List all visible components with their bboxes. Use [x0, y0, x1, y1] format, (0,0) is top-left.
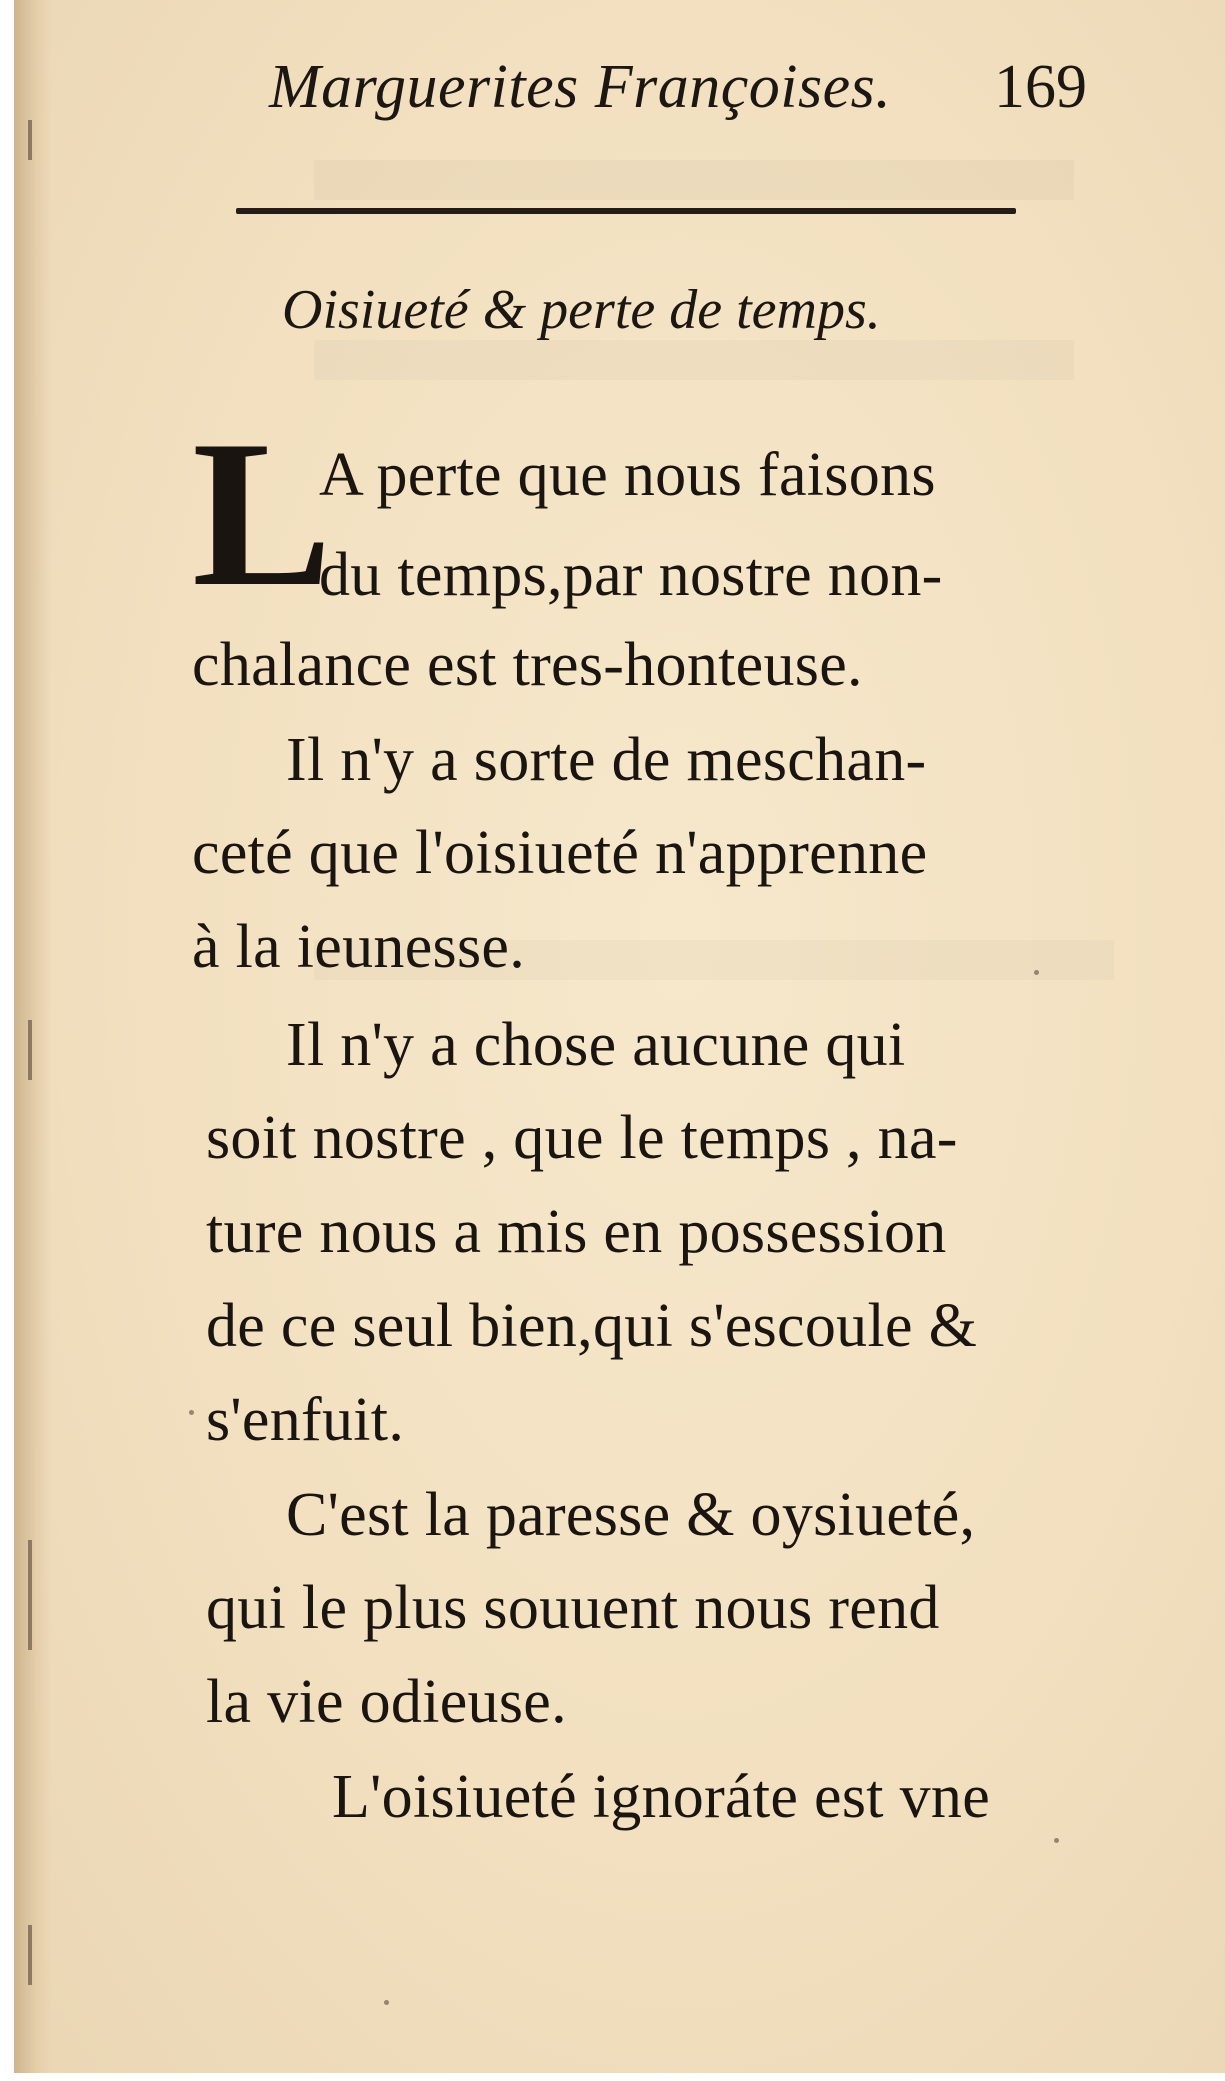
- text-line: s'enfuit.: [206, 1386, 405, 1454]
- text-line: du temps,par nostre non-: [319, 541, 943, 609]
- page-gutter: [14, 0, 52, 2073]
- gutter-mark: [28, 120, 32, 160]
- running-head: Marguerites Françoises.: [269, 53, 892, 121]
- text-line: A perte que nous faisons: [319, 441, 936, 509]
- book-page: [14, 0, 1225, 2073]
- gutter-mark: [28, 1020, 32, 1080]
- ink-speck: [189, 1410, 194, 1415]
- text-line: ture nous a mis en possession: [206, 1198, 947, 1266]
- show-through-smudge: [314, 340, 1074, 380]
- text-line: soit nostre , que le temps , na-: [206, 1104, 958, 1172]
- text-line: chalance est tres-honteuse.: [192, 631, 863, 699]
- text-line: Il n'y a chose aucune qui: [286, 1011, 906, 1079]
- text-line: ceté que l'oisiueté n'apprenne: [192, 819, 928, 887]
- text-line: la vie odieuse.: [206, 1668, 567, 1736]
- ink-speck: [384, 2000, 389, 2005]
- text-line: L'oisiueté ignoráte est vne: [332, 1763, 991, 1831]
- text-line: Il n'y a sorte de meschan-: [286, 726, 927, 794]
- drop-cap: L: [192, 398, 333, 630]
- text-line: qui le plus souuent nous rend: [206, 1574, 940, 1642]
- text-line: à la ieunesse.: [192, 913, 525, 981]
- gutter-mark: [28, 1925, 32, 1985]
- show-through-smudge: [314, 160, 1074, 200]
- text-line: de ce seul bien,qui s'escoule &: [206, 1292, 978, 1360]
- page-number: 169: [994, 53, 1087, 121]
- text-line: C'est la paresse & oysiueté,: [286, 1481, 976, 1549]
- section-title: Oisiueté & perte de temps.: [282, 279, 881, 341]
- gutter-mark: [28, 1540, 32, 1650]
- header-rule: [236, 208, 1016, 214]
- ink-speck: [1034, 970, 1039, 975]
- ink-speck: [1054, 1838, 1059, 1843]
